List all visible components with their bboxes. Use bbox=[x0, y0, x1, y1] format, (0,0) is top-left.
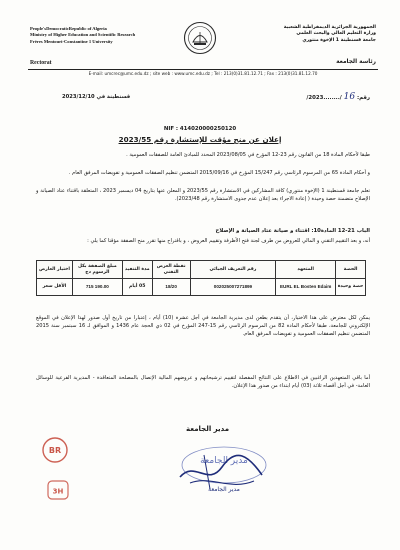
signature-scrawl: مدير الجامعة bbox=[208, 486, 240, 493]
tax-id-line: NIF : 414020000250120 bbox=[163, 126, 237, 132]
paragraph-legal-basis-2: و أحكام المادة 65 من المرسوم الرئاسي رقم 15/247 المؤرخ في 2015/09/16 المتضمن تنظيم الصفقات العمومية و تفويضات المرفق العام . bbox=[68, 170, 370, 176]
red-stamp-small-text: 3H bbox=[52, 487, 64, 496]
official-stamp-signature-icon bbox=[150, 425, 290, 505]
table-cell: 715 190.00 bbox=[72, 279, 122, 296]
reference-handwritten-number: 16 bbox=[343, 92, 356, 102]
letterhead-right-line: وزارة التعليم العالي والبحث العلمي bbox=[296, 31, 376, 37]
contact-line: E-mail: umcrec@umc.edu.dz ; site web : www.umc.edu.dz ; Tel : 213(0)31.81.12.71 ; Fax : 213(0)31.81.12.70 bbox=[88, 71, 318, 76]
letterhead-unit-left: Rectorat bbox=[30, 60, 52, 66]
paragraph-contact: أما باقي المتعهدين الراغبين في الاطلاع على النتائج المفصلة لتقييم ترشيحاتهم و عروضهم المالية الإتصال بالمصلحة المتعاقدة - المديرية الفرعية للوسائل العامة- في أجل أقصاه ثلاثة (03) أيام ابتداء من صدور هذا الإعلان. bbox=[36, 375, 370, 389]
table-cell: 002025007271899 bbox=[190, 279, 276, 296]
table-header: المتعهد bbox=[276, 261, 336, 279]
paragraph-decision: أنه، و بعد التقييم التقني و المالي للعروض من طرف لجنة فتح الأظرفة وتقييم العروض ، و باقتراح منها تقرر منح الصفقة مؤقتا كما يلي : bbox=[87, 238, 370, 244]
letterhead-unit-right: رئاسة الجامعة bbox=[336, 59, 376, 65]
table-header: الحصة bbox=[336, 261, 366, 279]
paragraph-legal-basis-1: طبقا لأحكام المادة 18 من القانون رقم 23-12 المؤرخ في 2023/08/05 المحدد للمبادئ العامة للصفقات العمومية . bbox=[126, 152, 370, 158]
letterhead-left bbox=[30, 26, 190, 45]
letterhead-right-line: الجمهورية الجزائرية الديمقراطية الشعبية bbox=[283, 25, 376, 30]
table-header-row bbox=[37, 261, 366, 279]
document-title: إعلان عن منح مؤقت للإستشارة رقم 2023/55 bbox=[118, 135, 282, 144]
table-header: اختيار العارض bbox=[37, 261, 73, 279]
letterhead-left-line: Ministry of Higher Education and Scientific Research bbox=[30, 32, 136, 38]
red-stamp-text: BR bbox=[48, 446, 62, 455]
letterhead-left-line: Frères Mentouri-Constantine 1 University bbox=[30, 38, 113, 44]
reference-label: رقم: bbox=[356, 95, 370, 101]
reference-number bbox=[306, 92, 370, 102]
table-header: مبلغ الصفقة بكل الرسوم دج bbox=[72, 261, 122, 279]
table-cell: 05 أيام bbox=[122, 279, 152, 296]
table-row bbox=[37, 279, 366, 296]
table-cell: 18/20 bbox=[152, 279, 190, 296]
university-logo-icon bbox=[182, 20, 218, 56]
award-table bbox=[36, 260, 366, 296]
stamp-text: مدير الجامعة bbox=[200, 456, 248, 466]
letterhead-right-line: جامعة قسنطينة 1 الإخوة منتوري bbox=[302, 37, 376, 43]
signatory-title: مدير الجامعة bbox=[186, 425, 230, 433]
letterhead-left-line: People'sDemocraticRepublic of Algeria bbox=[30, 26, 107, 31]
paragraph-announcement: تعلم جامعة قسنطينة 1 (الإخوة منتوري) كافة المشاركين في الاستشارة رقم 2023/55 و المعلن عنها بتاريخ 04 ديسمبر 2023 ، المتعلقة باقتناء عتاد الصيانة و الإصلاح متضمنة حصة وحيدة ( إعادة الاجراء بعد إعلان عدم جدوى الاستشارة رقم 2023/48). bbox=[36, 188, 371, 202]
reference-suffix: /........2023/ bbox=[306, 95, 342, 101]
signature-block bbox=[150, 425, 290, 505]
table-cell: الأقل سعر bbox=[37, 279, 73, 296]
paragraph-appeal: يمكن لكل معترض على هذا الاختيار، أن يتقدم بطعن لدى مديرية الجامعة في أجل عشرة (10) أيام ، إعتبارا من تاريخ أول صدور لهذا الإعلان في الموقع الإلكتروني للجامعة، طبقا لأحكام المادة 82 من المرسوم الرئاسي رقم 15-247 المؤرخ في 02 ذي الحجة عام 1436 و الموافق لـ 16 سبتمبر سنة 2015 المتضمن تنظيم الصفقات العمومية و تفويضات المرفق العام. bbox=[36, 315, 371, 337]
table-header: نقطة العرض التقني bbox=[152, 261, 190, 279]
red-stamp-icon bbox=[40, 435, 70, 465]
letterhead-divider bbox=[28, 69, 378, 70]
table-header: مدة التنفيذ bbox=[122, 261, 152, 279]
letterhead-right bbox=[236, 25, 376, 44]
red-stamp-small-icon bbox=[45, 478, 71, 502]
document-date: قسنطينة في 2023/12/10 bbox=[62, 94, 131, 100]
table-cell: حصة وحيدة bbox=[336, 279, 366, 296]
table-header: رقم التعريف الجبائي bbox=[190, 261, 276, 279]
budget-line-heading: الباب 21-12 المادة10: اقتناء و صيانة عتاد الصيانة و الإصلاح bbox=[215, 228, 370, 234]
table-cell: EURL EL Bosten Edaim bbox=[276, 279, 336, 296]
